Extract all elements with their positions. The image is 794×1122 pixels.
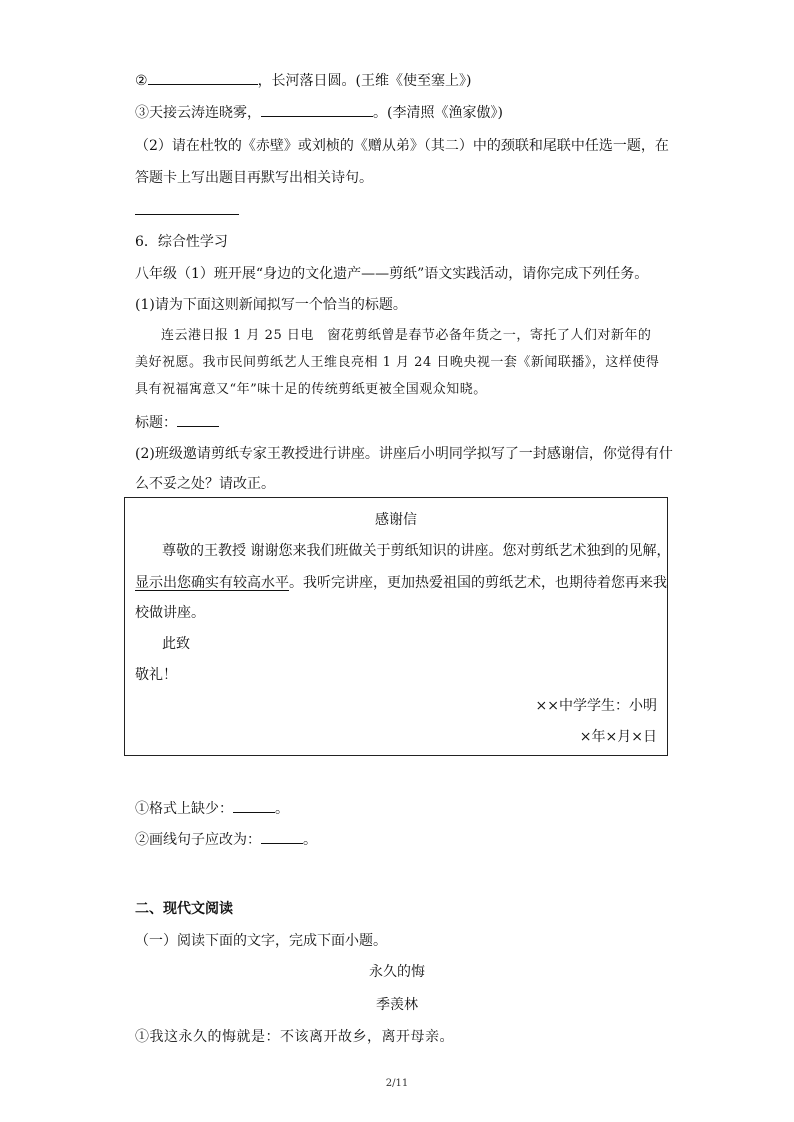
letter-title: 感谢信 bbox=[375, 512, 417, 528]
letter-line-2: 显示出您确实有较高水平。我听完讲座，更加热爱祖国的剪纸艺术，也期待着您再来我 bbox=[135, 575, 667, 591]
letter-closing-1: 此致 bbox=[162, 636, 190, 652]
title-answer-line: 标题： bbox=[135, 412, 219, 433]
thank-you-letter-box bbox=[124, 497, 671, 756]
answer-blank[interactable] bbox=[261, 102, 373, 117]
answer-blank[interactable] bbox=[233, 798, 275, 813]
answer-format: ①格式上缺少： 。 bbox=[135, 798, 289, 819]
letter-line-1: 尊敬的王教授 谢谢您来我们班做关于剪纸知识的讲座。您对剪纸艺术独到的见解， bbox=[162, 543, 671, 559]
poem-line-3: ③天接云涛连晓雾， 。(李清照《渔家傲》) bbox=[135, 102, 503, 123]
answer-blank[interactable] bbox=[177, 412, 219, 427]
page-number: 2/11 bbox=[385, 1078, 409, 1089]
answer-blank[interactable] bbox=[135, 200, 239, 215]
section-6-heading: 6．综合性学习 bbox=[135, 234, 228, 250]
letter-closing-2: 敬礼！ bbox=[135, 667, 177, 683]
answer-blank[interactable] bbox=[261, 829, 303, 844]
task-2-question-line-2: 么不妥之处？请改正。 bbox=[135, 476, 275, 492]
underlined-sentence: 显示出您确实有较高水平 bbox=[135, 575, 289, 591]
answer-line[interactable] bbox=[135, 200, 239, 221]
article-title: 永久的悔 bbox=[369, 964, 425, 980]
letter-date: ×年×月×日 bbox=[579, 729, 657, 745]
answer-blank[interactable] bbox=[148, 70, 258, 85]
section-6-intro: 八年级（1）班开展“身边的文化遗产——剪纸”语文实践活动，请你完成下列任务。 bbox=[135, 266, 649, 282]
poem-line-2: ② ，长河落日圆。(王维《使至塞上》) bbox=[135, 70, 472, 91]
part-2-instruction: （一）阅读下面的文字，完成下面小题。 bbox=[135, 933, 387, 949]
article-paragraph-1: ①我这永久的悔就是：不该离开故乡，离开母亲。 bbox=[135, 1029, 454, 1045]
letter-line-3: 校做讲座。 bbox=[135, 605, 205, 621]
part-2-heading: 二、现代文阅读 bbox=[135, 901, 233, 917]
article-author: 季羡林 bbox=[376, 997, 418, 1013]
task-2-question-line-1: (2)班级邀请剪纸专家王教授进行讲座。讲座后小明同学拟写了一封感谢信，你觉得有什 bbox=[135, 446, 673, 462]
answer-sentence: ②画线句子应改为： 。 bbox=[135, 829, 317, 850]
news-paragraph: 连云港日报 1 月 25 日电 窗花剪纸曾是春节必备年货之一，寄托了人们对新年的 美好祝愿。我市民间剪纸艺人王维良亮相 1 月 24 日晚央视一套《新闻联播》，这样使得 具有祝福寓意又“年”味十足的传统剪纸更被全国观众知晓。 bbox=[135, 328, 660, 397]
question-2-line-1: （2）请在杜牧的《赤壁》或刘桢的《赠从弟》（其二）中的颈联和尾联中任选一题，在 bbox=[135, 138, 669, 154]
letter-signature: ××中学学生：小明 bbox=[535, 698, 657, 714]
task-1-question: (1)请为下面这则新闻拟写一个恰当的标题。 bbox=[135, 297, 407, 313]
question-2-line-2: 答题卡上写出题目再默写出相关诗句。 bbox=[135, 170, 373, 186]
